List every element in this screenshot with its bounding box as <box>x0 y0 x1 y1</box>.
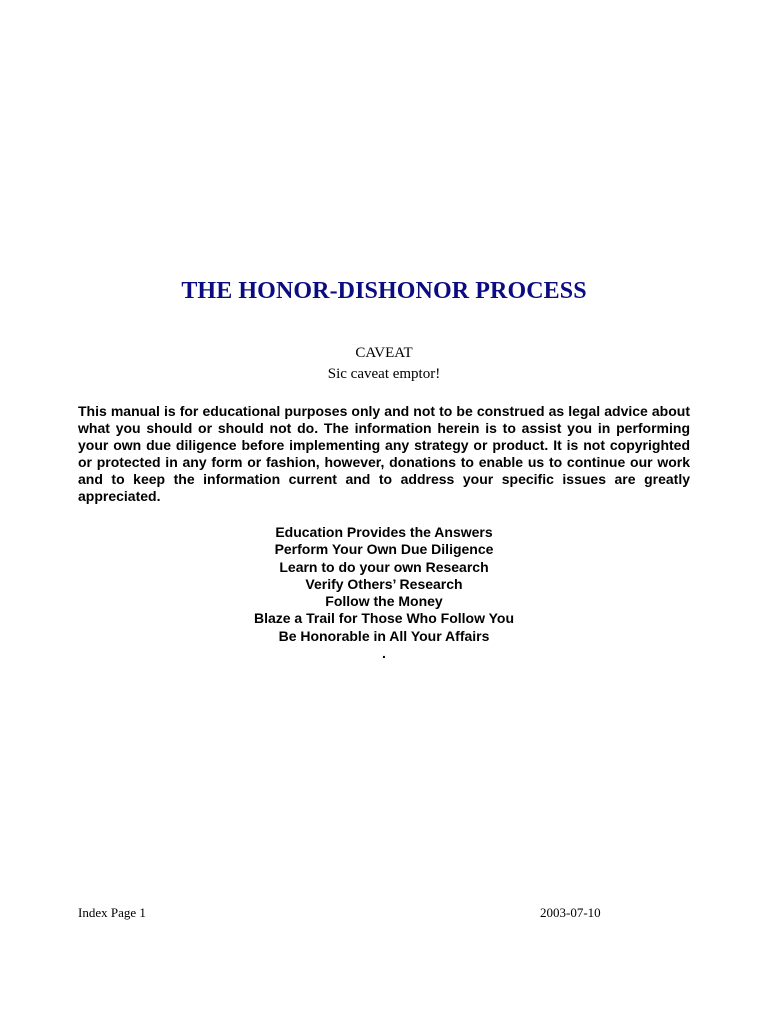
motto-list <box>0 524 768 662</box>
motto-line: Be Honorable in All Your Affairs <box>278 627 490 644</box>
motto-line: Follow the Money <box>325 593 443 610</box>
motto-line: Perform Your Own Due Diligence <box>274 541 494 558</box>
motto-line: Verify Others’ Research <box>305 575 463 592</box>
disclaimer-paragraph: This manual is for educational purposes only and not to be construed as legal advice about what you should or should not do. The information herein is to assist you in performing your own due diligence before implementing any strategy or product. It is not copyrighted or protected in any form or fashion, however, donations to enable us to continue our work and to keep the information current and to address your specific issues are greatly appreciated. <box>78 403 690 504</box>
motto-line: Blaze a Trail for Those Who Follow You <box>253 610 515 627</box>
motto-line: . <box>382 645 386 662</box>
footer-date: 2003-07-10 <box>540 905 601 920</box>
caveat-block <box>0 343 768 385</box>
motto-line: Education Provides the Answers <box>275 524 493 540</box>
caveat-subheading: Sic caveat emptor! <box>327 366 441 382</box>
footer-page-label: Index Page 1 <box>78 905 146 920</box>
document-title: THE HONOR-DISHONOR PROCESS <box>181 278 587 304</box>
caveat-heading: CAVEAT <box>355 345 413 361</box>
motto-line: Learn to do your own Research <box>279 558 489 575</box>
